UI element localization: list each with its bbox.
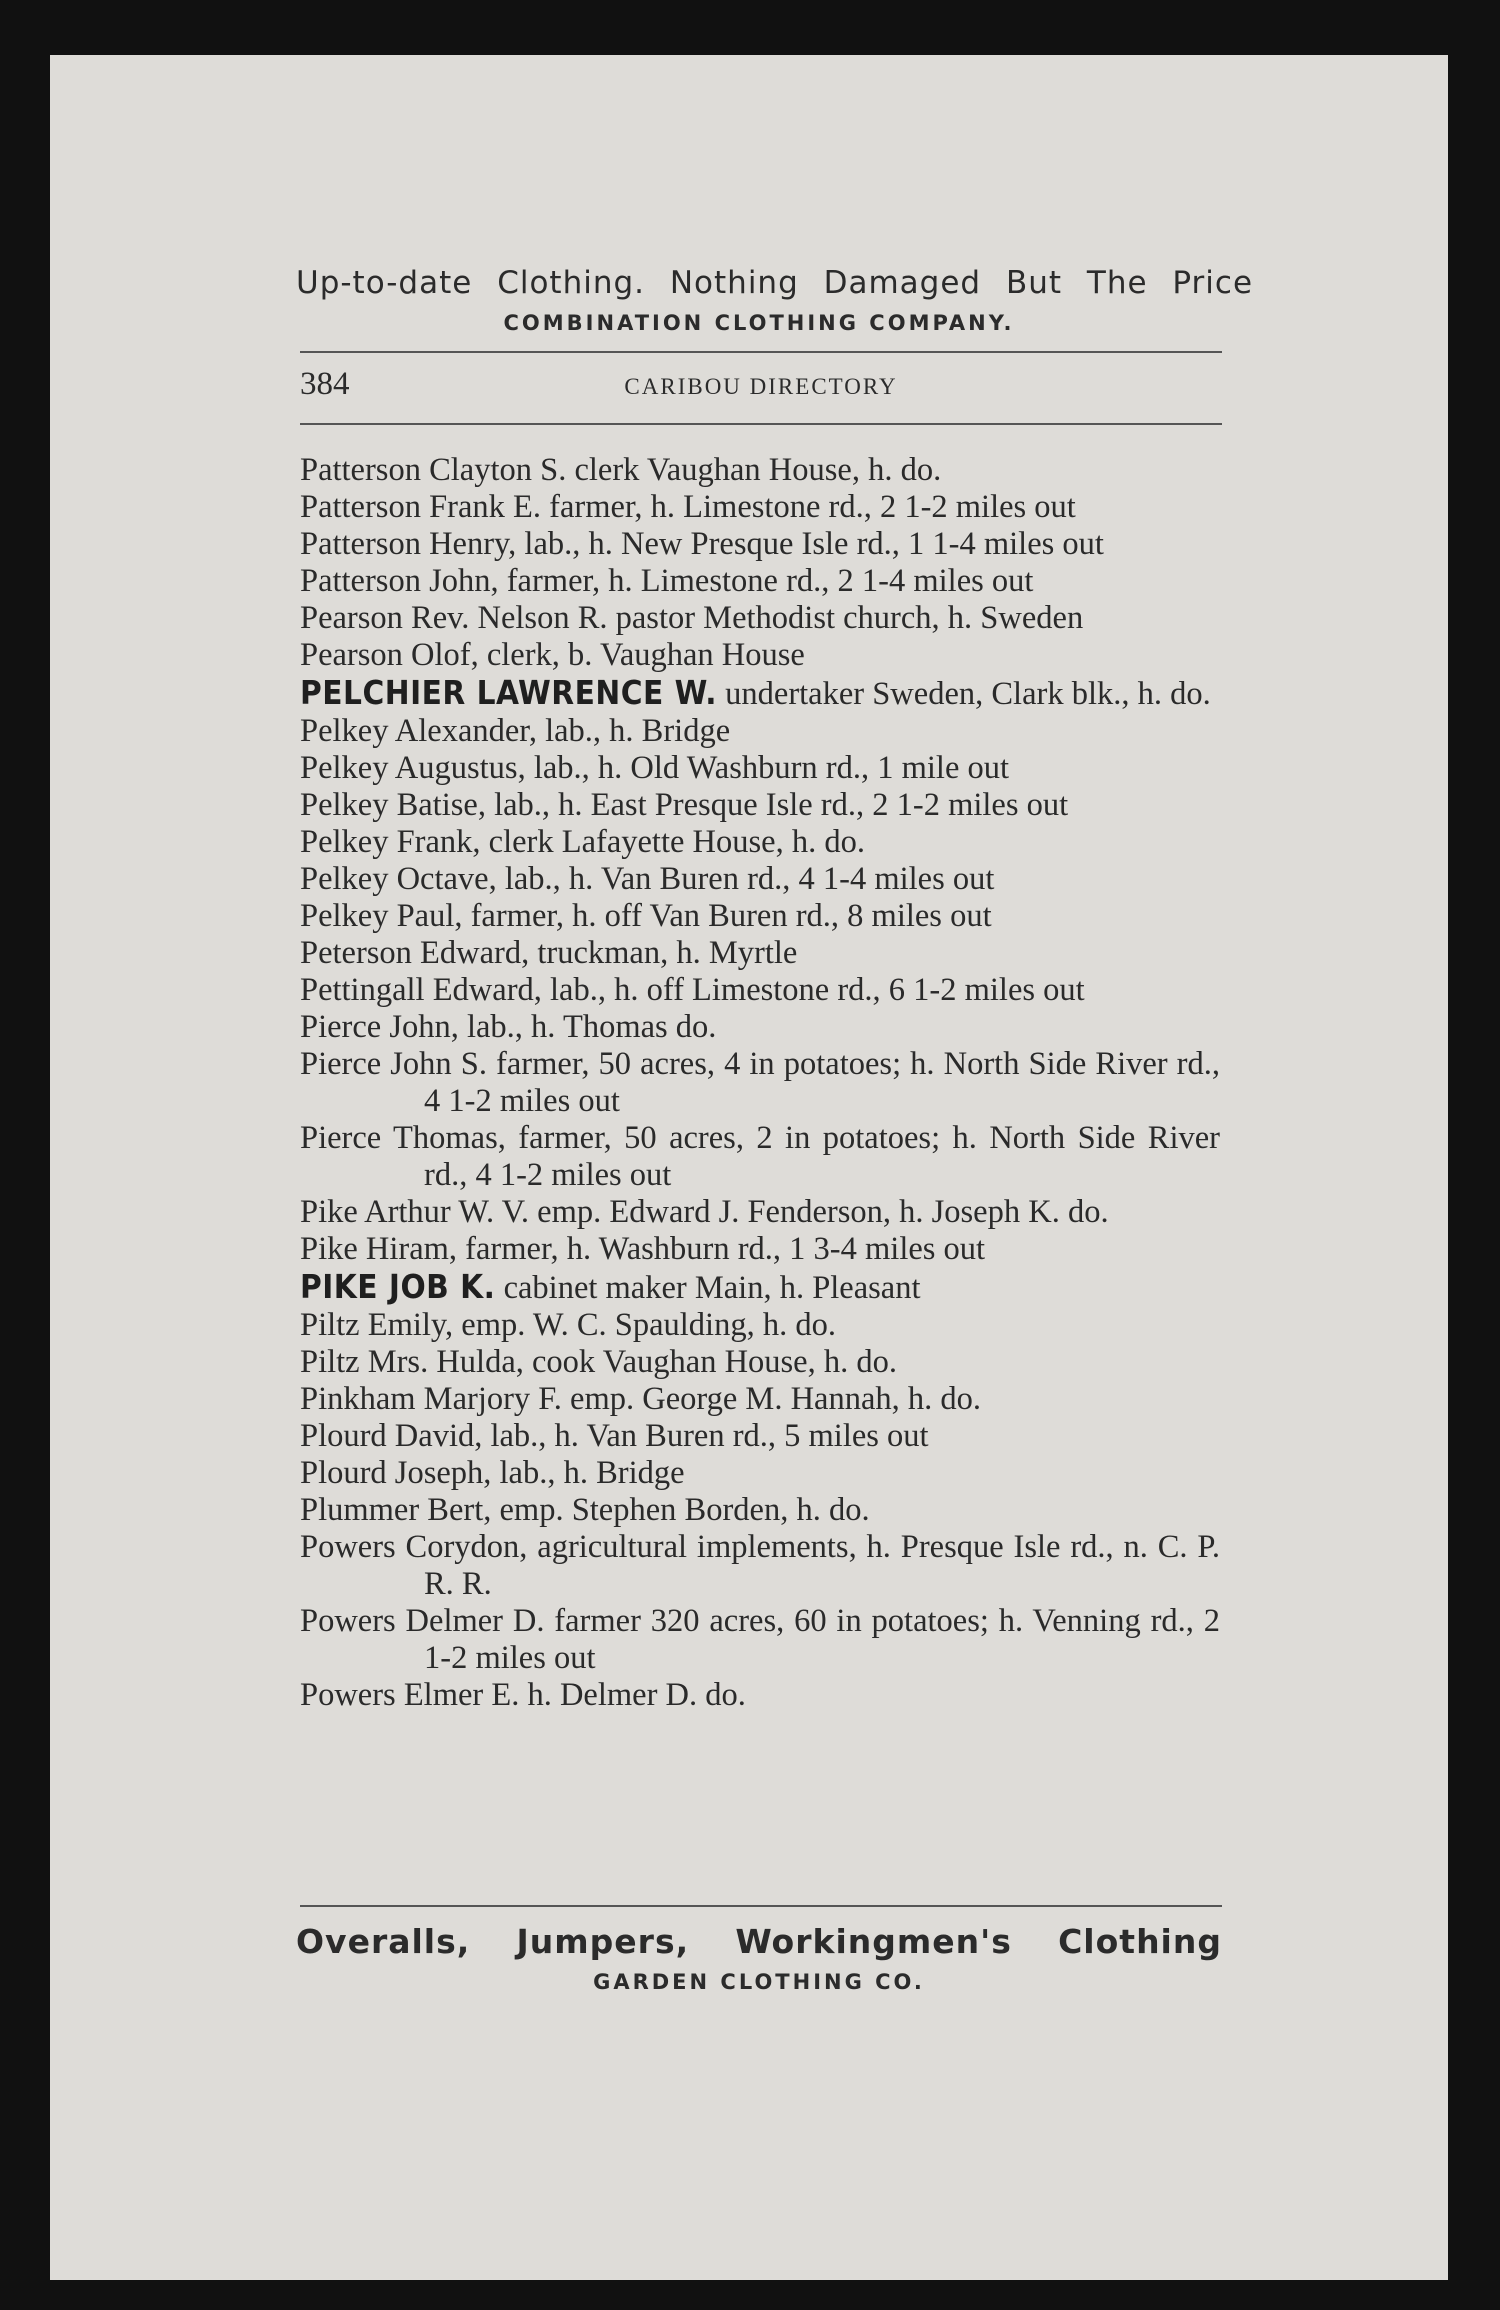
entry-text: Powers Elmer E. h. Delmer D. do. — [300, 1677, 746, 1713]
footer-ad-slogan: Overalls, Jumpers, Workingmen's Clothing — [296, 1922, 1222, 1961]
directory-entry — [300, 563, 1220, 600]
header-divider — [300, 351, 1222, 353]
directory-entry — [300, 1603, 1220, 1677]
directory-entry — [300, 1344, 1220, 1381]
directory-entry — [300, 787, 1220, 824]
directory-entry — [300, 1418, 1220, 1455]
directory-entry — [300, 1381, 1220, 1418]
footer-ad-company: GARDEN CLOTHING CO. — [593, 1970, 925, 1994]
entry-text: Pelkey Paul, farmer, h. off Van Buren rd., 8 miles out — [300, 898, 992, 934]
entry-text: Plourd David, lab., h. Van Buren rd., 5 miles out — [300, 1418, 929, 1454]
entry-text: Pinkham Marjory F. emp. George M. Hannah, h. do. — [300, 1381, 982, 1417]
entry-text: Patterson John, farmer, h. Limestone rd., 2 1-4 miles out — [300, 563, 1034, 599]
entry-text: Piltz Mrs. Hulda, cook Vaughan House, h. do. — [300, 1344, 897, 1380]
directory-entry — [300, 750, 1220, 787]
directory-entry — [300, 1194, 1220, 1231]
running-head-title: CARIBOU DIRECTORY — [624, 374, 898, 399]
entry-text: Pettingall Edward, lab., h. off Limestone rd., 6 1-2 miles out — [300, 972, 1085, 1008]
directory-entry — [300, 861, 1220, 898]
entry-bold-name: PELCHIER LAWRENCE W. — [300, 673, 718, 712]
running-head-divider — [300, 423, 1222, 425]
directory-entries — [300, 452, 1220, 1714]
entry-text: Pelkey Frank, clerk Lafayette House, h. do. — [300, 824, 865, 860]
directory-entry — [300, 1009, 1220, 1046]
page-number: 384 — [300, 366, 350, 402]
entry-text: Powers Corydon, agricultural implements, h. Presque Isle rd., n. C. P. R. R. — [300, 1529, 1220, 1602]
entry-text: Pelkey Alexander, lab., h. Bridge — [300, 713, 731, 749]
directory-entry — [300, 1307, 1220, 1344]
directory-entry — [300, 489, 1220, 526]
footer-divider — [300, 1905, 1222, 1907]
entry-text: Powers Delmer D. farmer 320 acres, 60 in potatoes; h. Venning rd., 2 1-2 miles out — [300, 1603, 1220, 1676]
directory-entry — [300, 1120, 1220, 1194]
entry-text: Pike Arthur W. V. emp. Edward J. Fenderson, h. Joseph K. do. — [300, 1194, 1109, 1230]
entry-text: Pearson Olof, clerk, b. Vaughan House — [300, 637, 805, 673]
directory-entry — [300, 1268, 1220, 1307]
entry-text: cabinet maker Main, h. Pleasant — [495, 1270, 921, 1306]
entry-text: undertaker Sweden, Clark blk., h. do. — [717, 676, 1211, 712]
directory-entry — [300, 1046, 1220, 1120]
entry-text: Plummer Bert, emp. Stephen Borden, h. do. — [300, 1492, 870, 1528]
directory-entry — [300, 452, 1220, 489]
header-ad-slogan: Up-to-date Clothing. Nothing Damaged But The Price — [296, 265, 1254, 301]
directory-entry — [300, 1455, 1220, 1492]
entry-text: Pierce Thomas, farmer, 50 acres, 2 in potatoes; h. North Side River rd., 4 1-2 miles out — [300, 1120, 1220, 1193]
directory-entry — [300, 1529, 1220, 1603]
directory-entry — [300, 526, 1220, 563]
entry-text: Peterson Edward, truckman, h. Myrtle — [300, 935, 798, 971]
entry-text: Pelkey Augustus, lab., h. Old Washburn rd., 1 mile out — [300, 750, 1010, 786]
entry-text: Pelkey Octave, lab., h. Van Buren rd., 4 1-4 miles out — [300, 861, 995, 897]
directory-entry — [300, 674, 1220, 713]
directory-entry — [300, 1677, 1220, 1714]
directory-entry — [300, 713, 1220, 750]
entry-text: Patterson Clayton S. clerk Vaughan House, h. do. — [300, 452, 942, 488]
entry-text: Pearson Rev. Nelson R. pastor Methodist church, h. Sweden — [300, 600, 1084, 636]
entry-text: Pierce John S. farmer, 50 acres, 4 in potatoes; h. North Side River rd., 4 1-2 miles out — [300, 1046, 1220, 1119]
directory-entry — [300, 824, 1220, 861]
directory-entry — [300, 935, 1220, 972]
directory-entry — [300, 600, 1220, 637]
entry-text: Patterson Frank E. farmer, h. Limestone rd., 2 1-2 miles out — [300, 489, 1076, 525]
entry-bold-name: PIKE JOB K. — [300, 1267, 496, 1306]
directory-entry — [300, 637, 1220, 674]
entry-text: Plourd Joseph, lab., h. Bridge — [300, 1455, 685, 1491]
entry-text: Pike Hiram, farmer, h. Washburn rd., 1 3-4 miles out — [300, 1231, 986, 1267]
header-ad-company: COMBINATION CLOTHING COMPANY. — [503, 311, 1015, 335]
entry-text: Patterson Henry, lab., h. New Presque Isle rd., 1 1-4 miles out — [300, 526, 1104, 562]
entry-text: Piltz Emily, emp. W. C. Spaulding, h. do. — [300, 1307, 836, 1343]
entry-text: Pierce John, lab., h. Thomas do. — [300, 1009, 717, 1045]
directory-entry — [300, 972, 1220, 1009]
directory-entry — [300, 1492, 1220, 1529]
directory-entry — [300, 898, 1220, 935]
entry-text: Pelkey Batise, lab., h. East Presque Isle rd., 2 1-2 miles out — [300, 787, 1069, 823]
directory-entry — [300, 1231, 1220, 1268]
